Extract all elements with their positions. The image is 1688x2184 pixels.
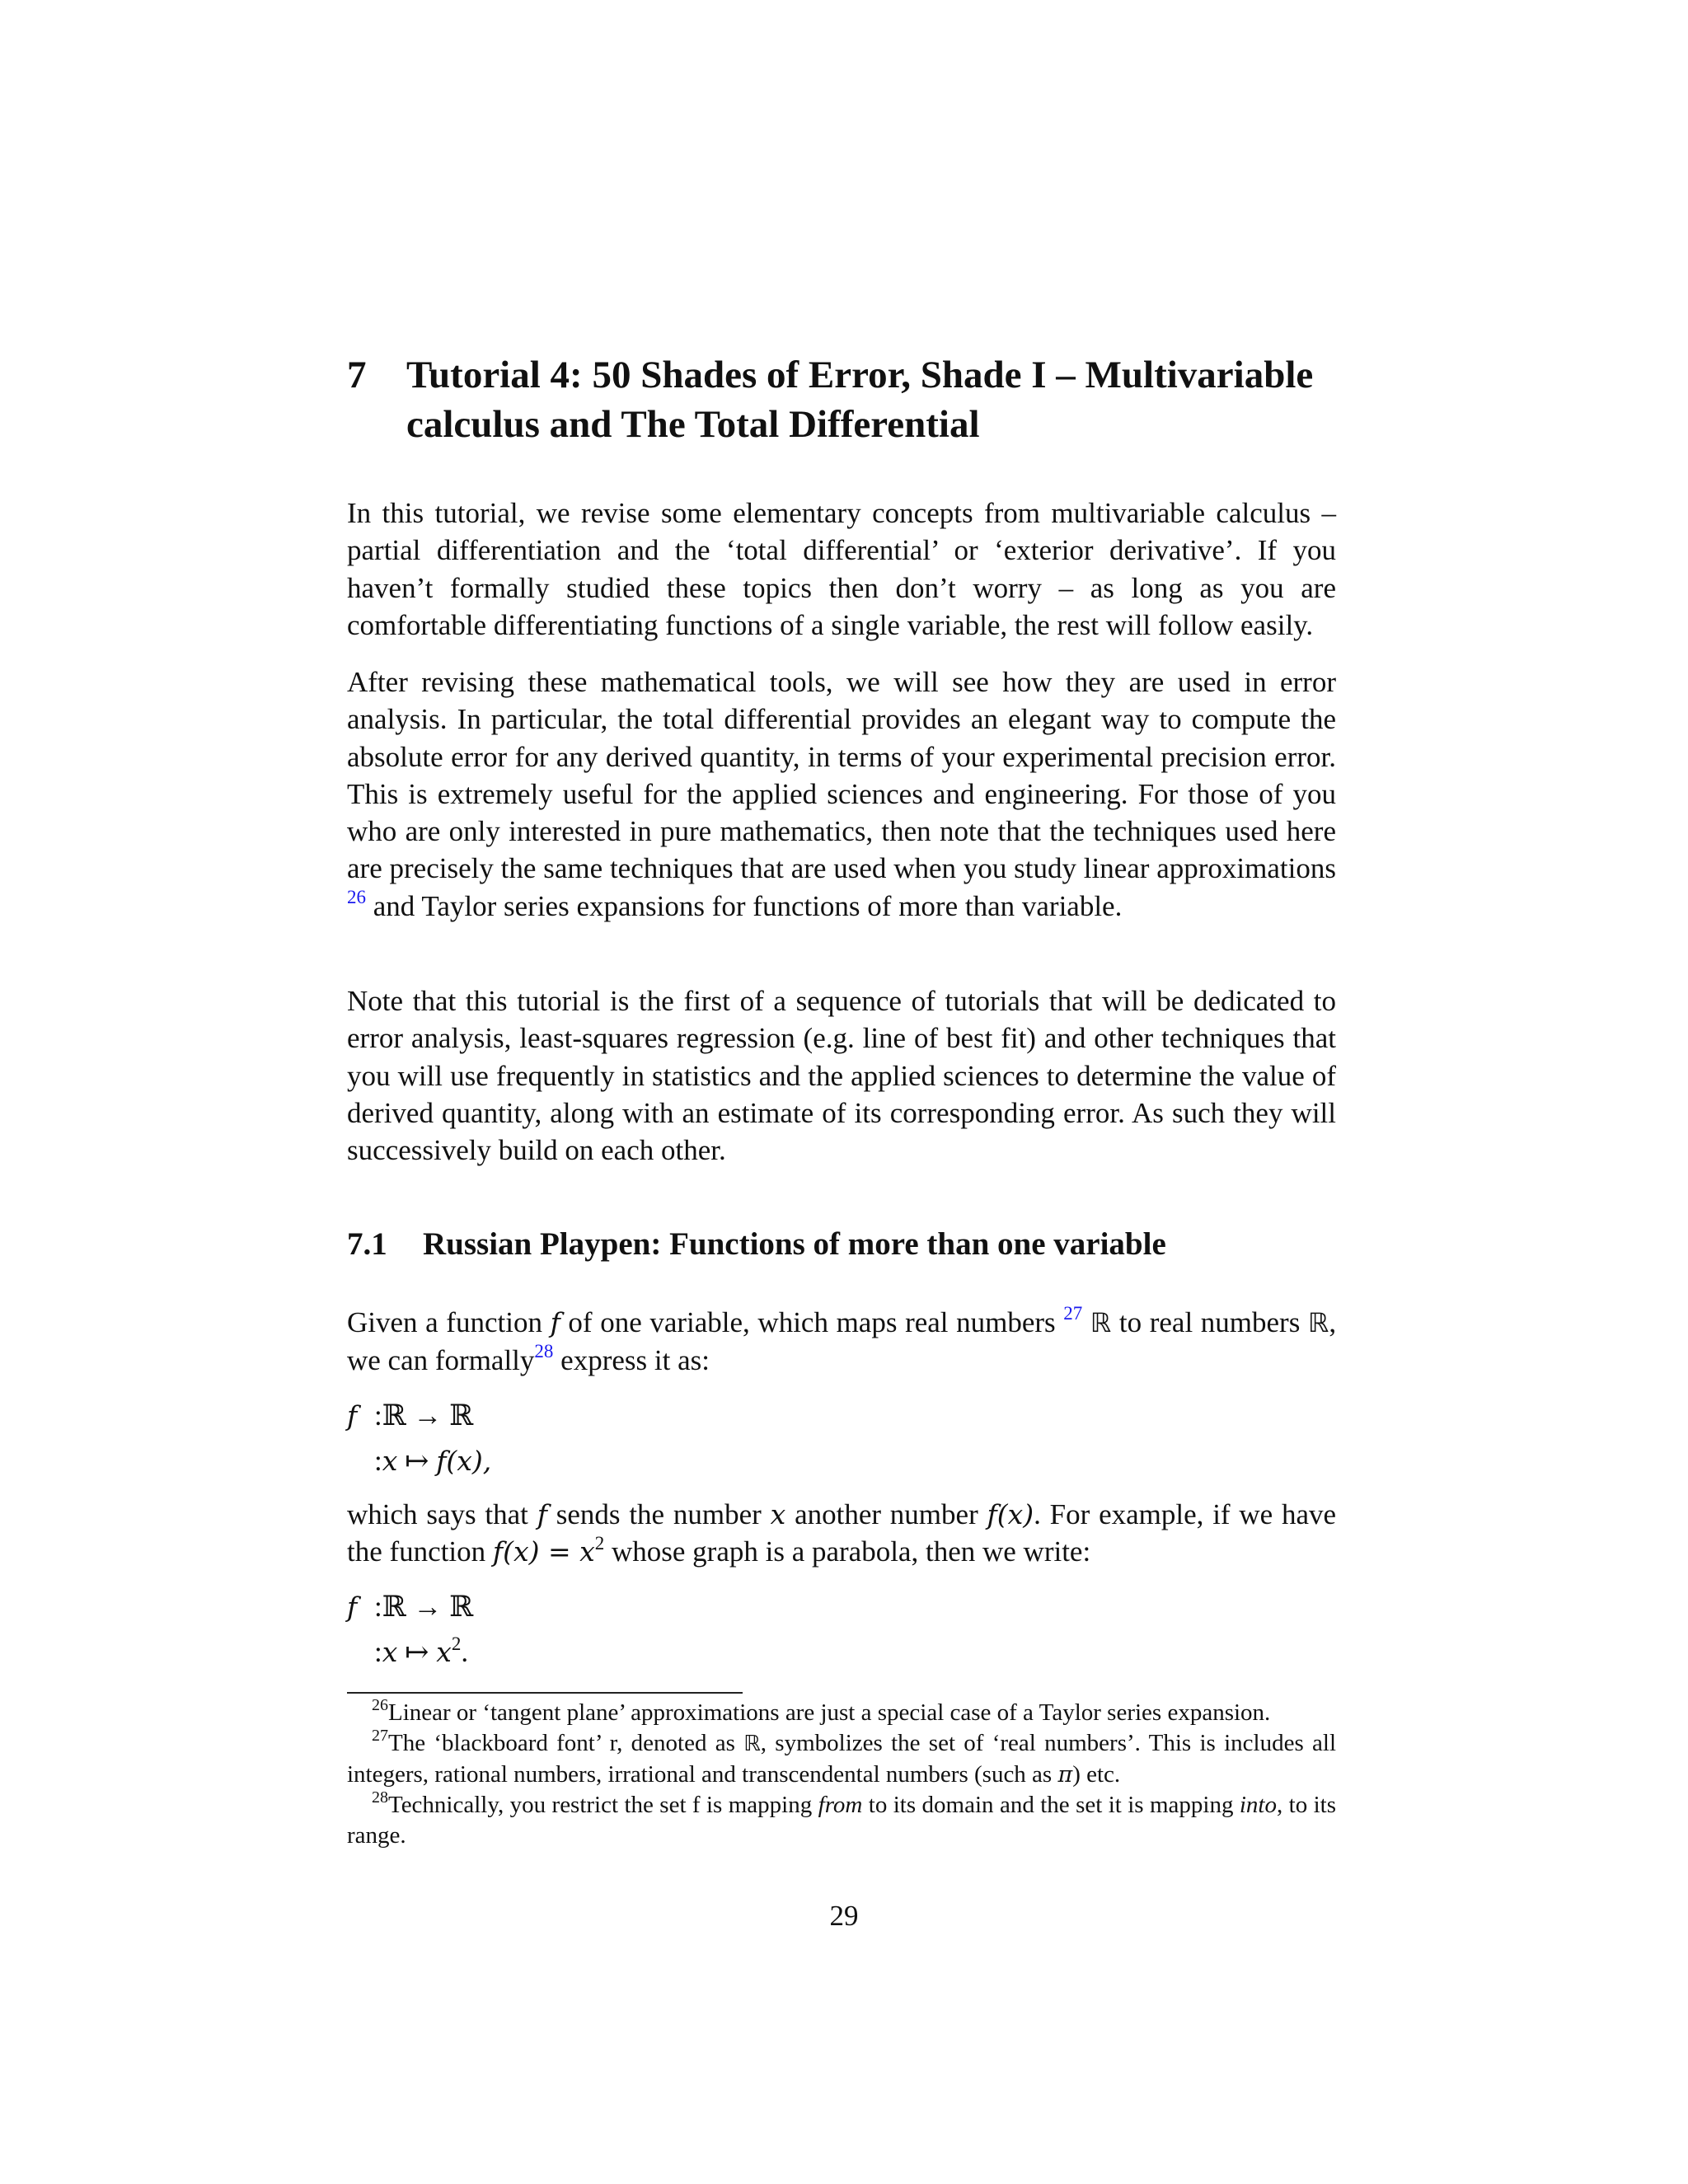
math-fx: f(x), — [436, 1445, 492, 1477]
math-pi: π — [1057, 1762, 1073, 1788]
section-title-line2: calculus and The Total Differential — [406, 403, 980, 446]
footnote-number: 28 — [372, 1788, 388, 1807]
math-mapping: :ℝ → ℝ — [374, 1399, 474, 1432]
p4-text: , we can formally — [347, 1306, 1337, 1377]
p4-text: of one variable, which maps real numbers — [568, 1306, 1056, 1338]
footnote-number: 27 — [372, 1727, 388, 1745]
body-paragraph-2 — [347, 1496, 1336, 1571]
math-period: . — [461, 1636, 469, 1668]
p5-text: whose graph is a parabola, then we write: — [611, 1535, 1091, 1568]
footnote-28 — [347, 1790, 1336, 1851]
intro-paragraph-1: In this tutorial, we revise some elementary concepts from multivariable calculus – partial differentiation and the ‘total differential’ or ‘exterior derivative’. If you haven’t formally studied these topics then don’t worry – as long as you are comfortable differentiating functions of a single variable, the rest will follow easily. — [347, 497, 1336, 641]
equation-1 — [347, 1393, 1336, 1483]
section-number: 7 — [347, 354, 367, 396]
footnote-emphasis: into — [1239, 1792, 1277, 1818]
math-x: x — [382, 1445, 398, 1477]
footnote-ref-28[interactable]: 28 — [534, 1341, 554, 1362]
equation-2-row-1 — [347, 1584, 1336, 1629]
subsection-heading — [347, 1224, 1336, 1265]
section-heading — [347, 350, 1336, 449]
math-exponent: 2 — [594, 1533, 605, 1554]
math-x: x — [770, 1498, 786, 1530]
math-f: f — [347, 1399, 358, 1432]
p5-text: sends the number — [556, 1498, 762, 1530]
math-mapsto: ↦ — [397, 1445, 437, 1477]
footnote-26 — [347, 1698, 1336, 1728]
math-reals: ℝ — [1307, 1307, 1329, 1338]
math-f: f — [537, 1498, 547, 1530]
math-mapsto: ↦ — [397, 1636, 437, 1668]
p2-text-before: After revising these mathematical tools, we will see how they are used in error analysis. In particular, the total differential provides an elegant way to compute the absolute error for any derived quantity, in terms of your experimental precision error. This is extremely useful for the applied sciences and engineering. For those of you who are only interested in pure mathematics, then note that the techniques used here are precisely the same techniques that are used when you study linear approximations — [347, 666, 1336, 885]
footnote-ref-26[interactable]: 26 — [347, 886, 366, 907]
subsection-number: 7.1 — [347, 1226, 387, 1262]
equation-1-row-1 — [347, 1393, 1336, 1438]
page-number: 29 — [829, 1900, 859, 1932]
p2-text-after: and Taylor series expansions for functions of more than variable. — [373, 889, 1123, 922]
footnote-text: The ‘blackboard font’ r, denoted as — [388, 1730, 735, 1756]
footnote-emphasis: from — [818, 1792, 863, 1818]
p4-text: to real numbers — [1118, 1306, 1301, 1338]
footnote-27 — [347, 1728, 1336, 1790]
math-colon: : — [374, 1445, 382, 1477]
math-x: x — [382, 1636, 398, 1668]
footnote-text: , symbolizes the set of ‘real numbers’. This is includes all integers, rational numbers, irrational and transcendental numbers (such as — [347, 1730, 1337, 1788]
math-f: f — [347, 1591, 358, 1623]
intro-paragraph-3: Note that this tutorial is the first of a sequence of tutorials that will be dedicated to error analysis, least-squares regression (e.g. line of best fit) and other techniques that you will use frequently in statistics and the applied sciences to determine the value of derived quantity, along with an estimate of its corresponding error. As such they will successively build on each other. — [347, 985, 1336, 1167]
footnotes — [347, 1698, 1336, 1851]
math-parabola: f(x) = x — [492, 1535, 595, 1568]
p5-text: another number — [795, 1498, 978, 1530]
section-title-line1: Tutorial 4: 50 Shades of Error, Shade I – Multivariable — [406, 354, 1314, 396]
footnote-number: 26 — [372, 1696, 388, 1714]
footnote-text: to its domain and the set it is mapping — [868, 1792, 1234, 1818]
footnote-text: Linear or ‘tangent plane’ approximations are just a special case of a Taylor series expansion. — [388, 1699, 1271, 1726]
footnote-text: Technically, you restrict the set f is mapping — [388, 1792, 813, 1818]
p5-text: which says that — [347, 1498, 528, 1530]
body-paragraph-1 — [347, 1304, 1336, 1380]
equation-2-row-2 — [347, 1629, 1336, 1675]
footnote-divider — [347, 1692, 743, 1694]
math-mapping: :ℝ → ℝ — [374, 1591, 474, 1623]
math-colon: : — [374, 1636, 382, 1668]
p4-text: Given a function — [347, 1306, 542, 1338]
math-reals: ℝ — [743, 1732, 761, 1756]
math-x: x — [436, 1636, 452, 1668]
math-exponent: 2 — [451, 1633, 462, 1654]
intro-paragraph-2 — [347, 663, 1336, 925]
section-title — [406, 350, 1336, 449]
math-reals: ℝ — [1090, 1307, 1112, 1338]
footnote-text: ) etc. — [1072, 1761, 1121, 1788]
p5-text: . For example, if we have the function — [347, 1498, 1337, 1568]
equation-2 — [347, 1584, 1336, 1675]
equation-1-row-2 — [347, 1438, 1336, 1483]
footnote-text: , to its range. — [347, 1792, 1337, 1849]
subsection-title: Russian Playpen: Functions of more than one variable — [423, 1226, 1166, 1262]
math-fx: f(x) — [987, 1498, 1034, 1530]
footnote-ref-27[interactable]: 27 — [1063, 1303, 1083, 1324]
math-f: f — [550, 1306, 560, 1338]
p4-text: express it as: — [560, 1344, 710, 1377]
